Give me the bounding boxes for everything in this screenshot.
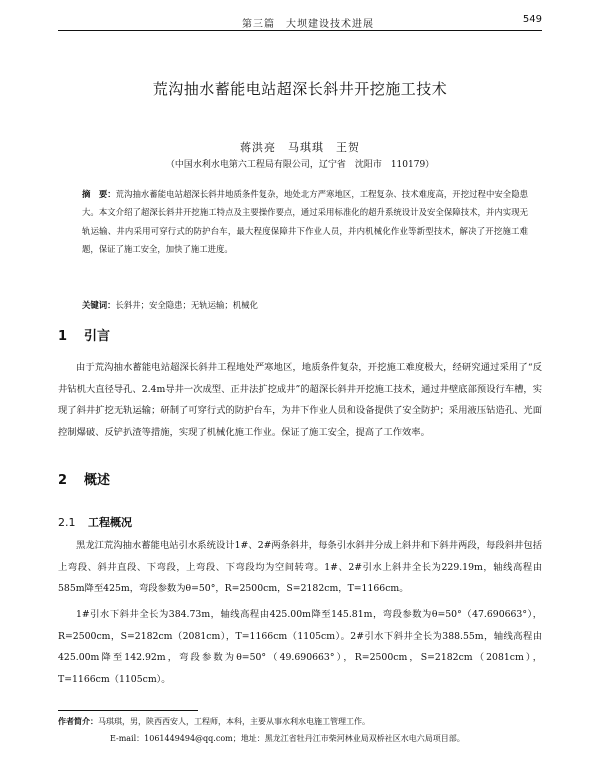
- section-heading-overview: [58, 469, 110, 488]
- footnote-bio: 马琪琪，男，陕西西安人，工程师，本科，主要从事水利水电施工管理工作。: [98, 717, 370, 726]
- author-footnote: [58, 713, 542, 747]
- overview-paragraph-2: 1#引水下斜井全长为384.73m，轴线高程由425.00m降至145.81m，弯段参数为θ=50°（47.690663°），R=2500cm，S=2182cm（2081cm），T=1166cm（1105cm）。2#引水下斜井全长为388.55m，轴线高程由425.00m降至142.92m，弯段参数为θ=50°（49.690663°），R=2500cm，S=2182cm（2081cm），T=1166cm（1105cm）。: [58, 609, 542, 685]
- section-number: 1: [58, 329, 68, 344]
- abstract-label: 摘 要：: [82, 189, 116, 199]
- subsection-title: 工程概况: [88, 516, 132, 529]
- keywords-label: 关键词：: [82, 300, 116, 310]
- subsection-heading-project-overview: [58, 514, 132, 530]
- keywords-text: 长斜井；安全隐患；无轨运输；机械化: [115, 300, 258, 310]
- keywords: [82, 297, 528, 313]
- page-number: 549: [522, 14, 542, 25]
- running-title: 第三篇 大坝建设技术进展: [242, 19, 374, 30]
- affiliation: （中国水利水电第六工程局有限公司，辽宁省 沈阳市 110179）: [165, 160, 435, 170]
- subsection-number: 2.1: [58, 516, 76, 529]
- author-list: 蒋洪亮 马琪琪 王贺: [240, 141, 360, 154]
- footnote-label: 作者简介：: [58, 716, 98, 726]
- section-title: 引言: [84, 329, 111, 344]
- section-number: 2: [58, 473, 68, 488]
- section-heading-introduction: [58, 325, 110, 344]
- footnote-bio-line: [58, 713, 542, 730]
- footnote-divider: [58, 710, 198, 711]
- section-title: 概述: [84, 473, 111, 488]
- paper-title: 荒沟抽水蓄能电站超深长斜井开挖施工技术: [152, 80, 448, 98]
- introduction-paragraph: 由于荒沟抽水蓄能电站超深长斜井工程地处严寒地区，地质条件复杂，开挖施工难度极大，经研究通过采用了“反井钻机大直径导孔、2.4m导井一次成型、正井法扩挖成井”的超深长斜井开挖施工技术，通过井壁底部预设行车槽，实现了斜井扩挖无轨运输；研制了可穿行式的防护台车，为井下作业人员和设备提供了安全防护；采用液压钻造孔、光面控制爆破、反铲扒渣等措施，实现了机械化施工作业。保证了施工安全，提高了工作效率。: [58, 362, 542, 438]
- abstract: [82, 185, 528, 259]
- running-header: [58, 12, 542, 31]
- abstract-text: 荒沟抽水蓄能电站超深长斜井地质条件复杂，地处北方严寒地区，工程复杂、技术难度高，开挖过程中安全隐患大。本文介绍了超深长斜井开挖施工特点及主要操作要点，通过采用标准化的超升系统设计及安全保障技术，并内实现无轨运输、井内采用可穿行式的防护台车，最大程度保障井下作业人员，并内机械化作业等新型技术，解决了开挖施工难题，保证了施工安全，加快了施工进度。: [82, 189, 529, 255]
- footnote-contact: E-mail：1061449494@qq.com；地址：黑龙江省牡丹江市柴河林业局双桥社区水电六局项目部。: [110, 734, 465, 743]
- overview-paragraph-1: 黑龙江荒沟抽水蓄能电站引水系统设计1#、2#两条斜井，每条引水斜井分成上斜井和下斜井两段，每段斜井包括上弯段、斜井直段、下弯段，上弯段、下弯段均为空间转弯。1#、2#引水上斜井全长为229.19m，轴线高程由585m降至425m，弯段参数为θ=50°，R=2500cm，S=2182cm，T=1166cm。: [58, 540, 542, 594]
